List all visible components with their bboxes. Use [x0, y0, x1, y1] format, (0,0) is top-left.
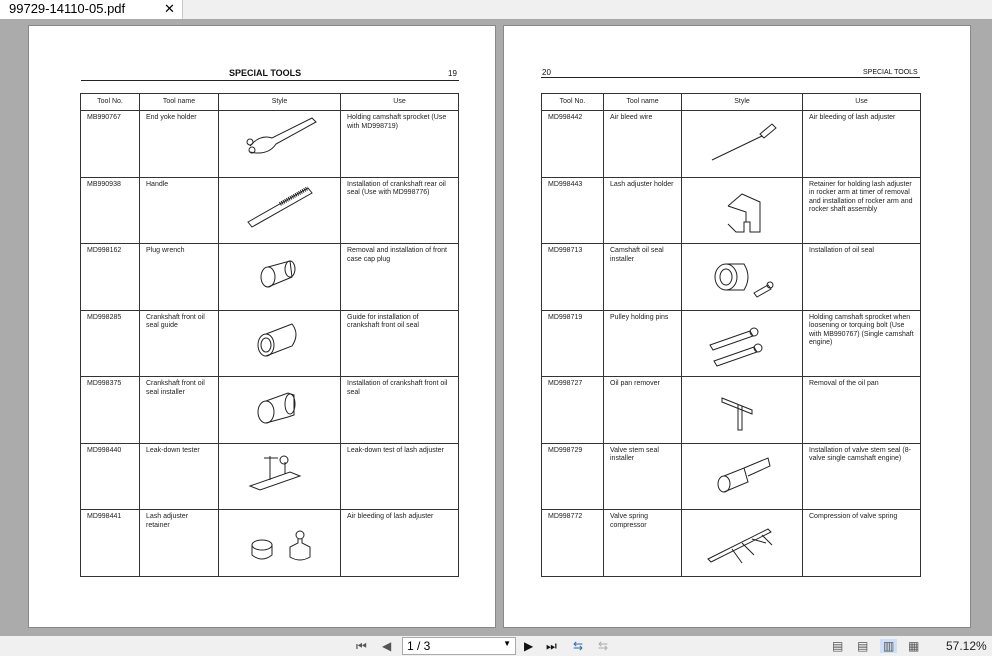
- tool-number: MD998162: [81, 244, 140, 311]
- tool-name: Handle: [140, 177, 219, 244]
- special-tools-table: [80, 93, 459, 577]
- tool-number: MD998729: [542, 443, 604, 510]
- lash-holder-icon: [702, 182, 782, 238]
- page-number: 19: [448, 69, 457, 78]
- tool-use: Compression of valve spring: [803, 510, 921, 577]
- table-row: [81, 244, 459, 311]
- tool-name: End yoke holder: [140, 111, 219, 178]
- tool-number: MD998440: [81, 443, 140, 510]
- page-selector-value: 1 / 3: [407, 639, 431, 653]
- document-tab-title: 99729-14110-05.pdf: [9, 1, 126, 16]
- tool-style-illustration: [682, 310, 803, 377]
- tool-number: MD998719: [542, 310, 604, 377]
- special-tools-table: [541, 93, 921, 577]
- col-header-tool-no: Tool No.: [542, 94, 604, 111]
- two-page-continuous-icon[interactable]: ▦: [908, 639, 920, 653]
- table-row: [542, 310, 921, 377]
- header-rule: [541, 77, 920, 78]
- tool-style-illustration: [682, 177, 803, 244]
- tool-number: MD998443: [542, 177, 604, 244]
- last-page-icon[interactable]: ⏭: [546, 639, 557, 653]
- page-20: [503, 25, 971, 628]
- zoom-level[interactable]: 57.12%: [946, 639, 987, 653]
- tool-number: MD998772: [542, 510, 604, 577]
- col-header-style: Style: [682, 94, 803, 111]
- tool-name: Plug wrench: [140, 244, 219, 311]
- air-bleed-wire-icon: [702, 116, 782, 172]
- tool-use: Removal of the oil pan: [803, 377, 921, 444]
- table-row: [81, 377, 459, 444]
- valve-spring-compressor-icon: [702, 515, 782, 571]
- tool-use: Guide for installation of crankshaft front oil seal: [341, 310, 459, 377]
- tool-style-illustration: [219, 244, 341, 311]
- tool-name: Lash adjuster holder: [604, 177, 682, 244]
- table-row: [542, 111, 921, 178]
- page-number: 20: [542, 68, 551, 77]
- tool-style-illustration: [219, 310, 341, 377]
- tool-number: MD998375: [81, 377, 140, 444]
- handle-icon: [240, 182, 320, 238]
- tool-style-illustration: [219, 377, 341, 444]
- camshaft-seal-installer-icon: [702, 249, 782, 305]
- pulley-pins-icon: [702, 315, 782, 371]
- table-row: [81, 443, 459, 510]
- chevron-down-icon[interactable]: ▼: [503, 639, 511, 648]
- page-19: [28, 25, 496, 628]
- oil-pan-remover-icon: [702, 382, 782, 438]
- tool-style-illustration: [219, 177, 341, 244]
- table-row: [81, 310, 459, 377]
- tool-name: Crankshaft front oil seal guide: [140, 310, 219, 377]
- tool-use: Holding camshaft sprocket (Use with MD998719): [341, 111, 459, 178]
- table-row: [542, 443, 921, 510]
- seal-guide-icon: [240, 315, 320, 371]
- tool-use: Holding camshaft sprocket when loosening or torquing bolt (Use with MB990767) (Single camshaft engine): [803, 310, 921, 377]
- tool-name: Air bleed wire: [604, 111, 682, 178]
- header-rule: [81, 80, 459, 81]
- next-view-icon: ⇆: [598, 639, 609, 653]
- tool-use: Installation of crankshaft front oil seal: [341, 377, 459, 444]
- tool-name: Valve stem seal installer: [604, 443, 682, 510]
- col-header-tool-no: Tool No.: [81, 94, 140, 111]
- tool-use: Retainer for holding lash adjuster in rocker arm at timer of removal and installation of rocker arm and rocker shaft assembly: [803, 177, 921, 244]
- tool-name: Leak-down tester: [140, 443, 219, 510]
- continuous-page-icon[interactable]: ▤: [857, 639, 869, 653]
- two-page-icon[interactable]: ▥: [880, 639, 897, 653]
- table-row: [81, 177, 459, 244]
- tool-name: Oil pan remover: [604, 377, 682, 444]
- close-icon[interactable]: ✕: [164, 1, 175, 16]
- table-row: [81, 111, 459, 178]
- tool-style-illustration: [682, 443, 803, 510]
- tool-number: MD998713: [542, 244, 604, 311]
- tool-use: Installation of valve stem seal (8-valve single camshaft engine): [803, 443, 921, 510]
- tool-style-illustration: [219, 443, 341, 510]
- col-header-use: Use: [341, 94, 459, 111]
- tool-number: MD998441: [81, 510, 140, 577]
- tool-name: Lash adjuster retainer: [140, 510, 219, 577]
- leak-down-tester-icon: [240, 448, 320, 504]
- tool-use: Air bleeding of lash adjuster: [341, 510, 459, 577]
- plug-wrench-icon: [240, 249, 320, 305]
- lash-retainer-icon: [240, 515, 320, 571]
- col-header-tool-name: Tool name: [604, 94, 682, 111]
- previous-page-icon[interactable]: ◀: [382, 639, 392, 653]
- col-header-style: Style: [219, 94, 341, 111]
- tool-style-illustration: [682, 111, 803, 178]
- valve-stem-installer-icon: [702, 448, 782, 504]
- tool-name: Camshaft oil seal installer: [604, 244, 682, 311]
- tool-number: MD998442: [542, 111, 604, 178]
- yoke-holder-icon: [240, 116, 320, 172]
- tool-style-illustration: [682, 377, 803, 444]
- tool-use: Removal and installation of front case cap plug: [341, 244, 459, 311]
- tool-style-illustration: [682, 244, 803, 311]
- tool-use: Installation of oil seal: [803, 244, 921, 311]
- page-selector[interactable]: [402, 637, 516, 655]
- tool-use: Installation of crankshaft rear oil seal (Use with MD998776): [341, 177, 459, 244]
- tool-style-illustration: [219, 111, 341, 178]
- next-page-icon[interactable]: ▶: [524, 639, 534, 653]
- table-row: [542, 177, 921, 244]
- tool-use: Air bleeding of lash adjuster: [803, 111, 921, 178]
- table-row: [542, 244, 921, 311]
- tool-name: Valve spring compressor: [604, 510, 682, 577]
- tool-style-illustration: [219, 510, 341, 577]
- col-header-tool-name: Tool name: [140, 94, 219, 111]
- col-header-use: Use: [803, 94, 921, 111]
- single-page-icon[interactable]: ▤: [832, 639, 844, 653]
- navigation-toolbar: [0, 636, 992, 656]
- tool-number: MB990767: [81, 111, 140, 178]
- table-row: [542, 377, 921, 444]
- table-row: [81, 510, 459, 577]
- tool-number: MB990938: [81, 177, 140, 244]
- seal-installer-icon: [240, 382, 320, 438]
- tool-use: Leak-down test of lash adjuster: [341, 443, 459, 510]
- tab-bar: [0, 0, 992, 19]
- page-title: SPECIAL TOOLS: [229, 68, 302, 78]
- tool-style-illustration: [682, 510, 803, 577]
- first-page-icon[interactable]: ⏮: [356, 639, 367, 653]
- document-tab[interactable]: [0, 0, 183, 19]
- tool-name: Crankshaft front oil seal installer: [140, 377, 219, 444]
- tool-number: MD998727: [542, 377, 604, 444]
- page-title: SPECIAL TOOLS: [863, 69, 918, 76]
- tool-name: Pulley holding pins: [604, 310, 682, 377]
- previous-view-icon[interactable]: ⇆: [573, 639, 584, 653]
- tool-number: MD998285: [81, 310, 140, 377]
- table-row: [542, 510, 921, 577]
